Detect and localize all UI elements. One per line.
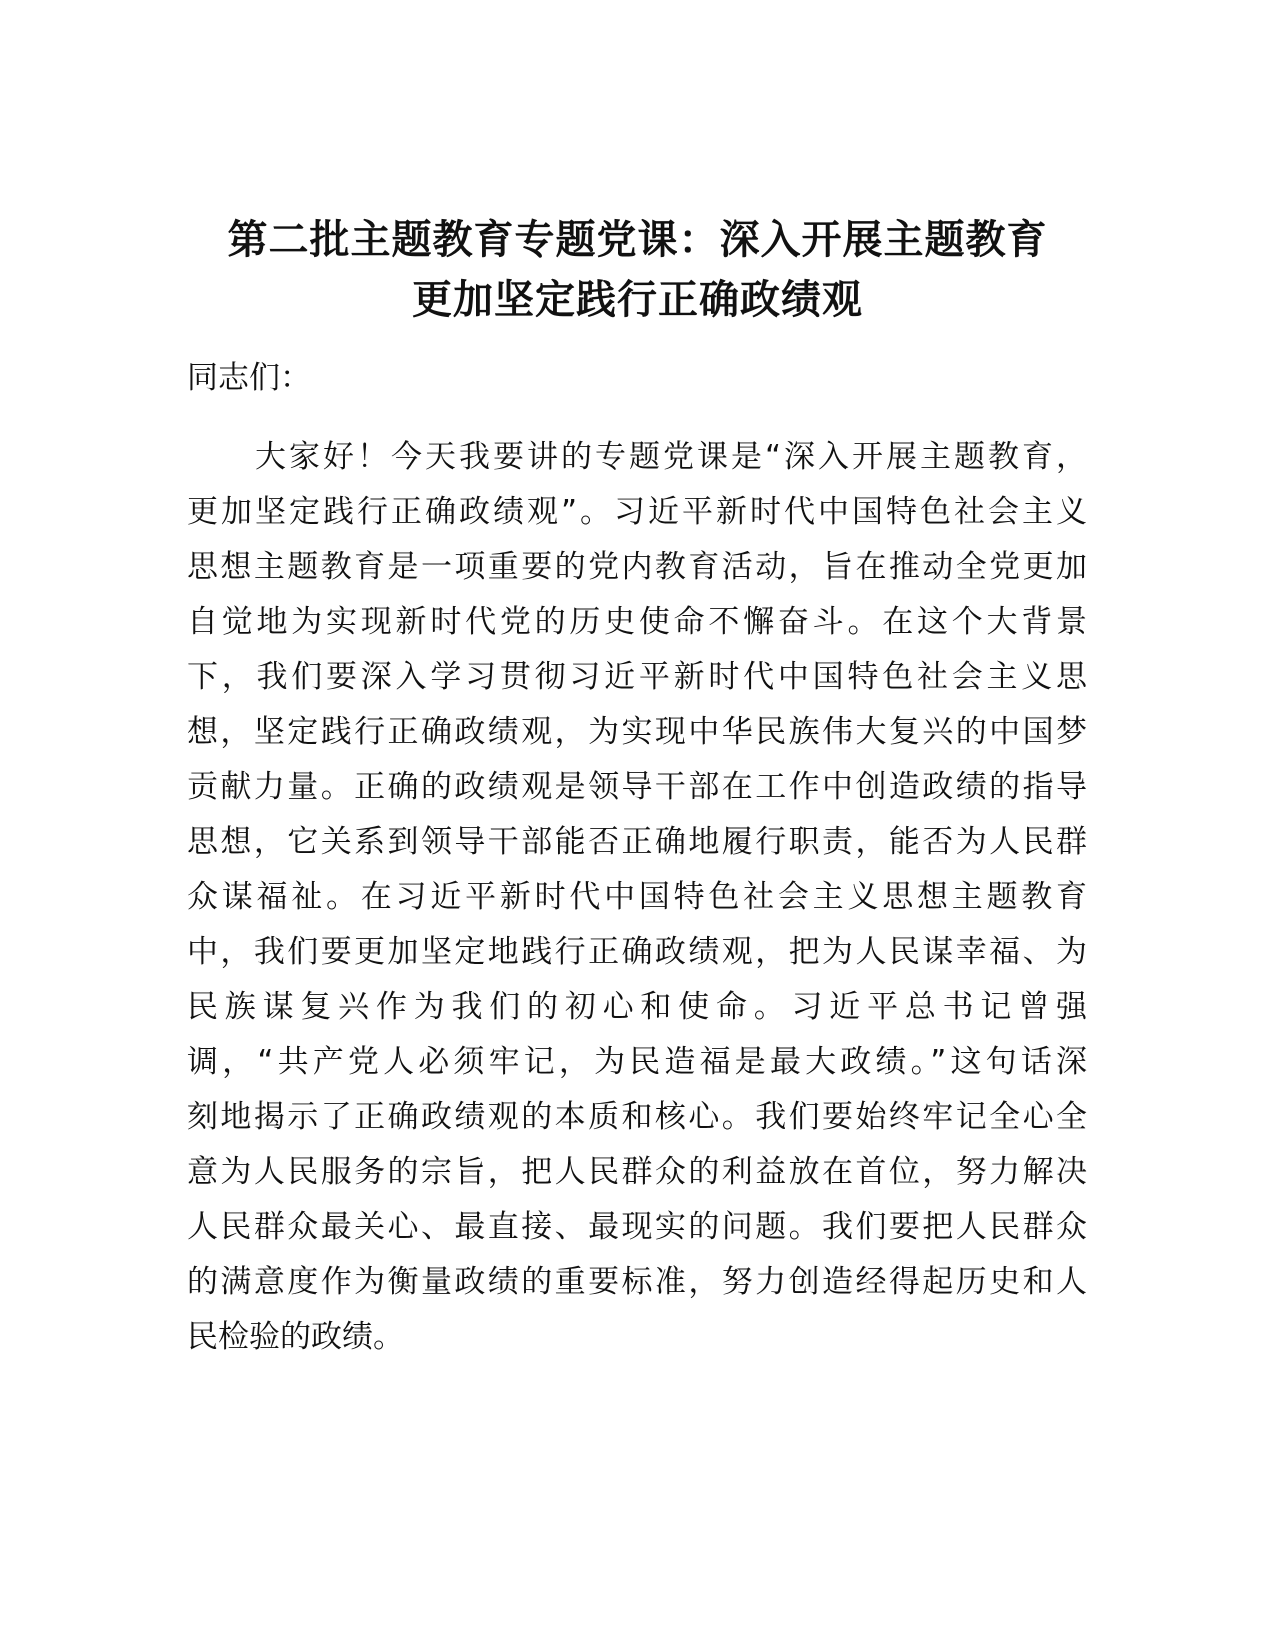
paragraph-line: 的满意度作为衡量政绩的重要标准，努力创造经得起历史和人 bbox=[187, 1264, 1087, 1300]
document-title bbox=[150, 210, 1125, 330]
paragraph-line: 民族谋复兴作为我们的初心和使命。习近平总书记曾强 bbox=[187, 989, 1087, 1025]
paragraph-line: 调，“共产党人必须牢记，为民造福是最大政绩。”这句话深 bbox=[187, 1044, 1087, 1080]
paragraph-line: 思想主题教育是一项重要的党内教育活动，旨在推动全党更加 bbox=[187, 549, 1087, 585]
greeting: 同志们： bbox=[187, 360, 311, 396]
title-line-1: 第二批主题教育专题党课：深入开展主题教育 bbox=[227, 217, 1048, 263]
paragraph-line: 下，我们要深入学习贯彻习近平新时代中国特色社会主义思 bbox=[187, 659, 1087, 695]
paragraph-line: 想，坚定践行正确政绩观，为实现中华民族伟大复兴的中国梦 bbox=[187, 714, 1087, 750]
paragraph-line: 自觉地为实现新时代党的历史使命不懈奋斗。在这个大背景 bbox=[187, 604, 1087, 640]
paragraph-line: 众谋福祉。在习近平新时代中国特色社会主义思想主题教育 bbox=[187, 879, 1087, 915]
paragraph-line: 贡献力量。正确的政绩观是领导干部在工作中创造政绩的指导 bbox=[187, 769, 1087, 805]
paragraph-line-last: 民检验的政绩。 bbox=[187, 1319, 404, 1355]
paragraph-line: 人民群众最关心、最直接、最现实的问题。我们要把人民群众 bbox=[187, 1209, 1087, 1245]
paragraph-line: 意为人民服务的宗旨，把人民群众的利益放在首位，努力解决 bbox=[187, 1154, 1087, 1190]
paragraph-line: 更加坚定践行正确政绩观”。习近平新时代中国特色社会主义 bbox=[187, 494, 1087, 530]
paragraph-line: 思想，它关系到领导干部能否正确地履行职责，能否为人民群 bbox=[187, 824, 1087, 860]
paragraph-line: 中，我们要更加坚定地践行正确政绩观，把为人民谋幸福、为 bbox=[187, 934, 1087, 970]
paragraph-line: 大家好！今天我要讲的专题党课是“深入开展主题教育， bbox=[187, 439, 1087, 475]
paragraph-line: 刻地揭示了正确政绩观的本质和核心。我们要始终牢记全心全 bbox=[187, 1099, 1087, 1135]
title-line-2: 更加坚定践行正确政绩观 bbox=[412, 277, 863, 323]
